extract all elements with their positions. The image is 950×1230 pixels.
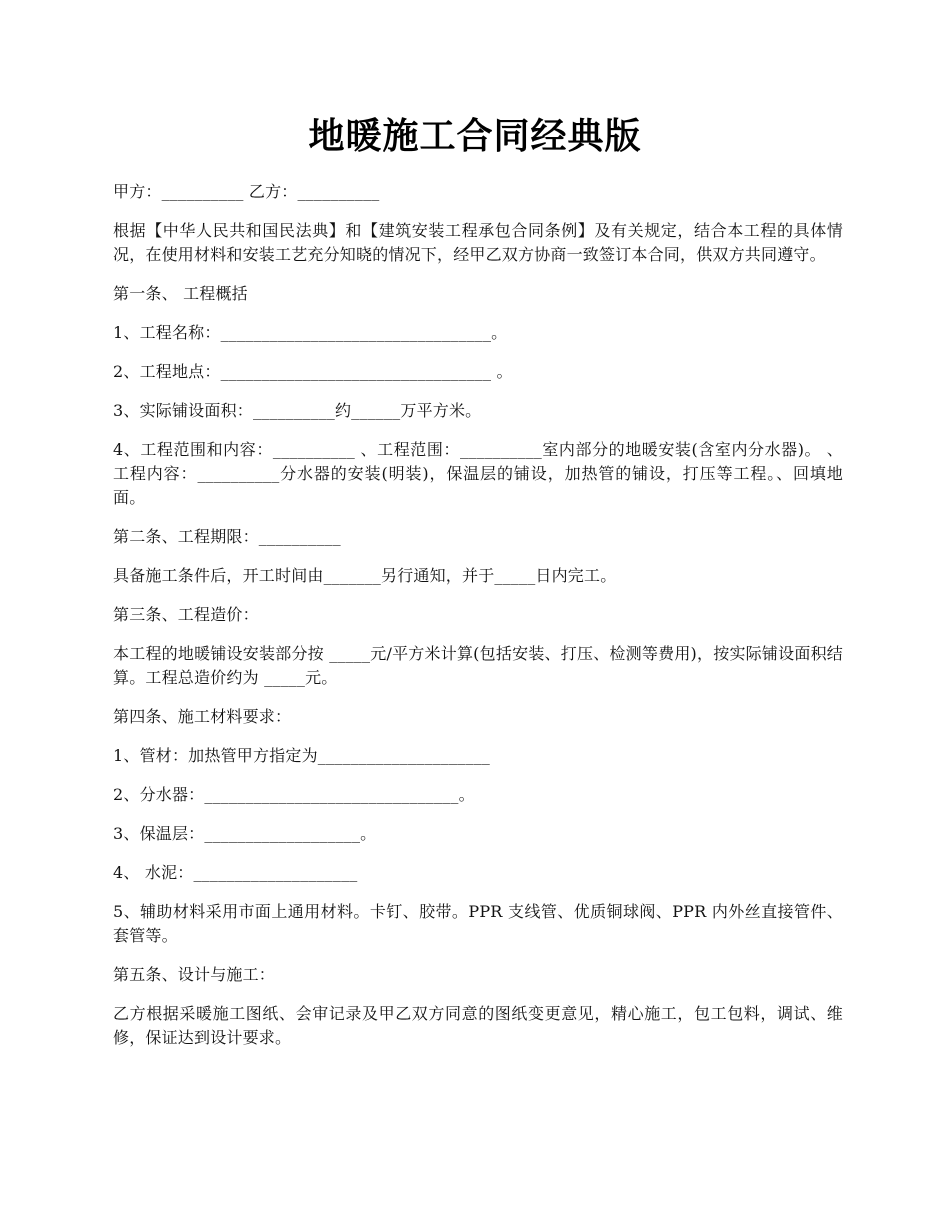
article-4-heading: 第四条、施工材料要求： <box>113 707 292 726</box>
article-3-heading: 第三条、工程造价： <box>113 605 259 624</box>
price-paragraph: 本工程的地暖铺设安装部分按 _____元/平方米计算(包括安装、打压、检测等费用)，按实际铺设面积结算。工程总造价约为 _____元。 <box>113 644 843 687</box>
design-construction-paragraph: 乙方根据采暖施工图纸、会审记录及甲乙双方同意的图纸变更意见，精心施工，包工包料，调试、维修，保证达到设计要求。 <box>113 1004 843 1047</box>
document-title: 地暖施工合同经典版 <box>308 115 642 157</box>
article-2-heading: 第二条、工程期限：__________ <box>113 527 341 546</box>
project-location-line: 2、工程地点：_________________________________ 。 <box>113 362 513 381</box>
schedule-paragraph: 具备施工条件后，开工时间由_______另行通知，并于_____日内完工。 <box>113 566 617 585</box>
document-body <box>113 180 843 1065</box>
scope-paragraph: 4、工程范围和内容：__________ 、工程范围：__________室内部分的地暖安装(含室内分水器)。 、工程内容：__________分水器的安装(明装)，保温层的铺设，加热管的铺设，打压等工程。、回填地面。 <box>113 440 843 507</box>
article-5-heading: 第五条、设计与施工： <box>113 965 276 984</box>
preamble-paragraph: 根据【中华人民共和国民法典】和【建筑安装工程承包合同条例】及有关规定，结合本工程的具体情况，在使用材料和安装工艺充分知晓的情况下，经甲乙双方协商一致签订本合同，供双方共同遵守。 <box>113 221 843 264</box>
project-name-line: 1、工程名称：_________________________________。 <box>113 323 508 342</box>
material-insulation-line: 3、保温层：___________________。 <box>113 824 377 843</box>
material-pipe-line: 1、管材：加热管甲方指定为_____________________ <box>113 746 490 765</box>
material-auxiliary-paragraph: 5、辅助材料采用市面上通用材料。卡钉、胶带。PPR 支线管、优质铜球阀、PPR 内外丝直接管件、套管等。 <box>113 902 843 945</box>
material-cement-line: 4、 水泥：____________________ <box>113 863 358 882</box>
area-line: 3、实际铺设面积：__________约______万平方米。 <box>113 401 482 420</box>
material-manifold-line: 2、分水器：_______________________________。 <box>113 785 475 804</box>
article-1-heading: 第一条、 工程概括 <box>113 284 248 303</box>
parties-line: 甲方：__________ 乙方：__________ <box>113 182 380 201</box>
